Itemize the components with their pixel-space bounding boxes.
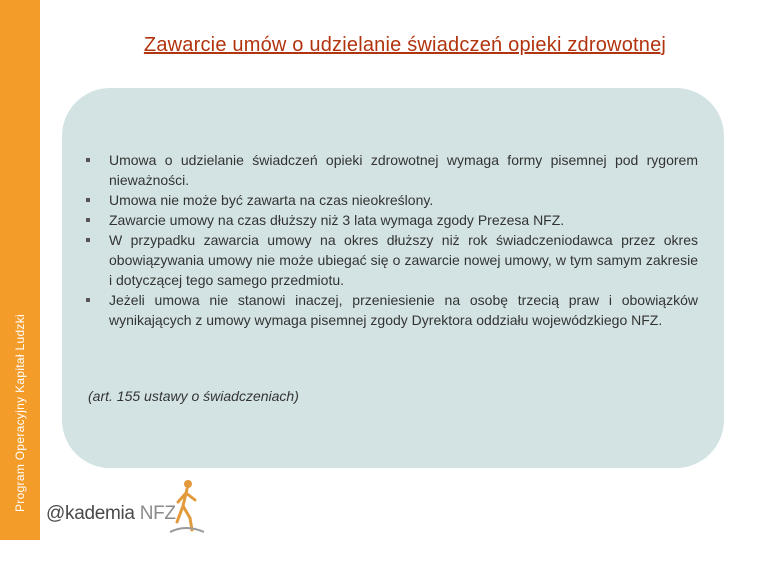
- source-note: (art. 155 ustawy o świadczeniach): [88, 388, 299, 404]
- bullet-text: Zawarcie umowy na czas dłuższy niż 3 lata wymaga zgody Prezesa NFZ.: [109, 212, 565, 228]
- bullet-item: [84, 230, 698, 290]
- logo-text: [46, 503, 176, 525]
- logo-prefix: @kademia: [46, 503, 135, 524]
- bullet-icon: [86, 198, 90, 202]
- side-banner-text: Program Operacyjny Kapitał Ludzki: [13, 314, 27, 512]
- bullet-item: [84, 190, 698, 210]
- bullet-text: Jeżeli umowa nie stanowi inaczej, przeniesienie na osobę trzecią praw i obowiązków wynikających z umowy wymaga pisemnej zgody Dyrektora oddziału wojewódzkiego NFZ.: [109, 292, 698, 328]
- bullet-item: [84, 150, 698, 190]
- logo-suffix: NFZ: [134, 503, 176, 524]
- bullet-icon: [86, 238, 90, 242]
- bullet-icon: [86, 158, 90, 162]
- bullet-icon: [86, 298, 90, 302]
- bullet-item: [84, 210, 698, 230]
- bullet-item: [84, 290, 698, 330]
- bullet-list: [84, 150, 698, 330]
- slide-title: Zawarcie umów o udzielanie świadczeń opieki zdrowotnej: [143, 34, 667, 56]
- bullet-text: W przypadku zawarcia umowy na okres dłuższy niż rok świadczeniodawca przez okres obowiązywania umowy nie może ubiegać się o zawarcie nowej umowy, w tym samym zakresie i dotyczącej tego samego przedmiotu.: [109, 232, 698, 288]
- side-banner: [0, 0, 40, 540]
- bullet-icon: [86, 218, 90, 222]
- akademia-nfz-logo: [46, 478, 206, 538]
- walking-figure-icon: [168, 478, 206, 536]
- bullet-text: Umowa o udzielanie świadczeń opieki zdrowotnej wymaga formy pisemnej pod rygorem nieważności.: [109, 152, 698, 188]
- bullet-text: Umowa nie może być zawarta na czas nieokreślony.: [109, 192, 434, 208]
